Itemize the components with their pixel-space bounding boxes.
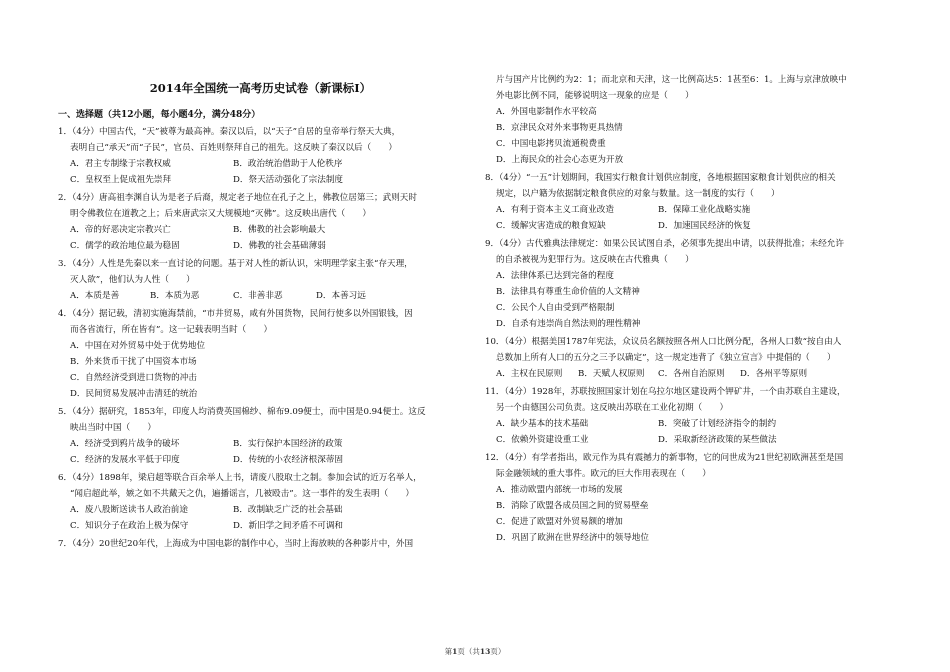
section-heading: 一、选择题（共12小题，每小题4分，满分48分） [58, 110, 261, 120]
question-5-option-a: A．经济受到鸦片战争的破坏 [70, 439, 180, 449]
question-9-line-1: 9．（4分）古代雅典法律规定：如果公民试图自杀，必须事先提出申请，以获得批准；未经允许 [485, 239, 844, 249]
question-11-option-b: B．突破了计划经济指令的制约 [658, 419, 777, 429]
page-footer [0, 646, 950, 657]
question-6-option-d: D．新旧学之间矛盾不可调和 [233, 521, 344, 531]
question-6-option-b: B．改制缺乏广泛的社会基础 [233, 505, 343, 515]
question-3-option-b: B．本质为恶 [150, 291, 200, 301]
question-3-line-1: 3．（4分）人性是先秦以来一直讨论的问题。基于对人性的新认识，宋明理学家主张“存天理， [58, 259, 413, 269]
question-10-option-a: A．主权在民原则 [496, 369, 563, 379]
question-12-option-a: A．推动欧盟内部统一市场的发展 [496, 485, 623, 495]
question-12-line-1: 12．（4分）有学者指出，欧元作为具有震撼力的新事物，它的问世成为21世纪初欧洲甚至是国 [485, 453, 844, 463]
question-4-option-d: D．民间贸易发展冲击清廷的统治 [70, 389, 198, 399]
question-7-option-b: B．京津民众对外来事物更具热情 [496, 123, 623, 133]
question-9-option-b: B．法律具有尊重生命价值的人文精神 [496, 287, 640, 297]
question-1-option-d: D．祭天活动强化了宗法制度 [233, 175, 344, 185]
question-3-option-a: A．本质是善 [70, 291, 120, 301]
question-7-option-a: A．外国电影制作水平较高 [496, 107, 597, 117]
question-5-line-1: 5．（4分）据研究，1853年，印度人均消费英国棉纱、棉布9.09便士，而中国是0.94便士。这反 [58, 407, 426, 417]
question-10-option-d: D．各州平等原则 [740, 369, 808, 379]
question-12-line-2: 际金融领域的重大事件。欧元的巨大作用表现在（ ） [496, 469, 711, 479]
question-11-line-2: 另一个由德国公司负责。这反映出苏联在工业化初期（ ） [496, 403, 729, 413]
question-3-option-d: D．本善习远 [316, 291, 366, 301]
page-number: 1 [452, 647, 458, 656]
exam-title: 2014年全国统一高考历史试卷（新课标Ⅰ） [149, 81, 372, 95]
question-2-line-1: 2．（4分）唐高祖李渊自认为是老子后裔，规定老子地位在孔子之上，佛教位居第三；武则天时 [58, 193, 417, 203]
question-6-line-2: “闻启超此举，嫉之如不共戴天之仇，遍播谣言，几被殴击”。这一事件的发生表明（ ） [70, 489, 414, 499]
question-10-option-c: C．各州自治原则 [658, 369, 725, 379]
question-2-line-2: 明令佛教位在道教之上；后来唐武宗又大规模地“灭佛”。这反映出唐代（ ） [70, 209, 371, 219]
question-4-line-1: 4．（4分）据记载，清初实施海禁前，“市井贸易，咸有外国货物，民间行使多以外国银钱，因 [58, 309, 413, 319]
footer-prefix: 第 [444, 647, 453, 656]
question-11-option-d: D．采取新经济政策的某些做法 [658, 435, 777, 445]
question-1-line-2: 表明自己“承天”而“子民”，官员、百姓则祭拜自己的祖先。这反映了秦汉以后（ ） [70, 143, 397, 153]
question-3-option-c: C．非善非恶 [233, 291, 283, 301]
question-5-line-2: 映出当时中国（ ） [70, 423, 156, 433]
question-7-line-1: 7．（4分）20世纪20年代，上海成为中国电影的制作中心，当时上海放映的各种影片中，外国 [58, 539, 414, 549]
question-7-line-3: 外电影比例不同，能够说明这一现象的应是（ ） [496, 91, 694, 101]
question-11-option-a: A．缺少基本的技术基础 [496, 419, 589, 429]
question-4-option-b: B．外来货币干扰了中国资本市场 [70, 357, 197, 367]
question-8-option-a: A．有利于资本主义工商业改造 [496, 205, 614, 215]
question-5-option-d: D．传统的小农经济根深蒂固 [233, 455, 344, 465]
question-10-option-b: B．天赋人权原则 [578, 369, 645, 379]
question-9-option-a: A．法律体系已达到完备的程度 [496, 271, 614, 281]
question-7-option-c: C．中国电影拷贝流通税费重 [496, 139, 606, 149]
footer-suffix: 页） [490, 647, 506, 656]
question-12-option-c: C．促进了欧盟对外贸易额的增加 [496, 517, 623, 527]
question-2-option-a: A．帝的好恶决定宗教兴亡 [70, 225, 171, 235]
total-pages: 13 [479, 647, 491, 656]
question-9-line-2: 的自杀被视为犯罪行为。这反映在古代雅典（ ） [496, 255, 694, 265]
question-7-line-2: 片与国产片比例约为2：1；而北京和天津，这一比例高达5：1甚至6：1。上海与京津放映中 [496, 75, 847, 85]
question-11-line-1: 11．（4分）1928年，苏联按照国家计划在乌拉尔地区建设两个钾矿井，一个由苏联自主建设， [485, 387, 846, 397]
question-5-option-c: C．经济的发展水平低于印度 [70, 455, 180, 465]
question-5-option-b: B．实行保护本国经济的政策 [233, 439, 343, 449]
question-7-option-d: D．上海民众的社会心态更为开放 [496, 155, 624, 165]
footer-middle: 页（共 [457, 647, 480, 656]
question-2-option-b: B．佛教的社会影响最大 [233, 225, 326, 235]
question-1-option-c: C．皇权至上促成祖先崇拜 [70, 175, 172, 185]
question-8-option-b: B．保障工业化战略实施 [658, 205, 751, 215]
question-8-line-1: 8．（4分）“一五”计划期间，我国实行粮食计划供应制度，各地根据国家粮食计划供应的相关 [485, 173, 836, 183]
question-4-option-c: C．自然经济受到进口货物的冲击 [70, 373, 197, 383]
question-10-line-2: 总数加上所有人口的五分之三予以确定”，这一规定违背了《独立宣言》中提倡的（ ） [496, 353, 836, 363]
question-8-line-2: 规定，以户籍为依据制定粮食供应的对象与数量。这一制度的实行（ ） [496, 189, 780, 199]
question-1-line-1: 1．（4分）中国古代，“天”被尊为最高神。秦汉以后，以“天子”自居的皇帝举行祭天大典， [58, 127, 401, 137]
question-2-option-d: D．佛教的社会基础薄弱 [233, 241, 326, 251]
question-4-option-a: A．中国在对外贸易中处于优势地位 [70, 341, 206, 351]
question-4-line-2: 而各省流行，所在皆有”。这一记载表明当时（ ） [70, 325, 273, 335]
question-8-option-c: C．缓解灾害造成的粮食短缺 [496, 221, 606, 231]
question-12-option-d: D．巩固了欧洲在世界经济中的领导地位 [496, 533, 649, 543]
question-6-option-c: C．知识分子在政治上极为保守 [70, 521, 189, 531]
question-6-option-a: A．废八股断送读书人政治前途 [70, 505, 188, 515]
question-8-option-d: D．加速国民经济的恢复 [658, 221, 751, 231]
question-3-line-2: 灭人欲”，他们认为人性（ ） [70, 275, 195, 285]
question-10-line-1: 10．（4分）根据美国1787年宪法，众议员名额按照各州人口比例分配，各州人口数“按自由人 [485, 337, 842, 347]
question-1-option-b: B．政治统治借助于人伦秩序 [233, 159, 343, 169]
question-1-option-a: A．君主专制缘于宗教权威 [70, 159, 171, 169]
question-11-option-c: C．依赖外资建设重工业 [496, 435, 589, 445]
question-9-option-d: D．自杀有违崇尚自然法则的理性精神 [496, 319, 641, 329]
question-2-option-c: C．儒学的政治地位最为稳固 [70, 241, 180, 251]
question-6-line-1: 6．（4分）1898年，梁启超等联合百余举人上书，请废八股取士之制。参加会试的近万名举人， [58, 473, 422, 483]
question-12-option-b: B．消除了欧盟各成员国之间的贸易壁垒 [496, 501, 649, 511]
question-9-option-c: C．公民个人自由受到严格限制 [496, 303, 615, 313]
